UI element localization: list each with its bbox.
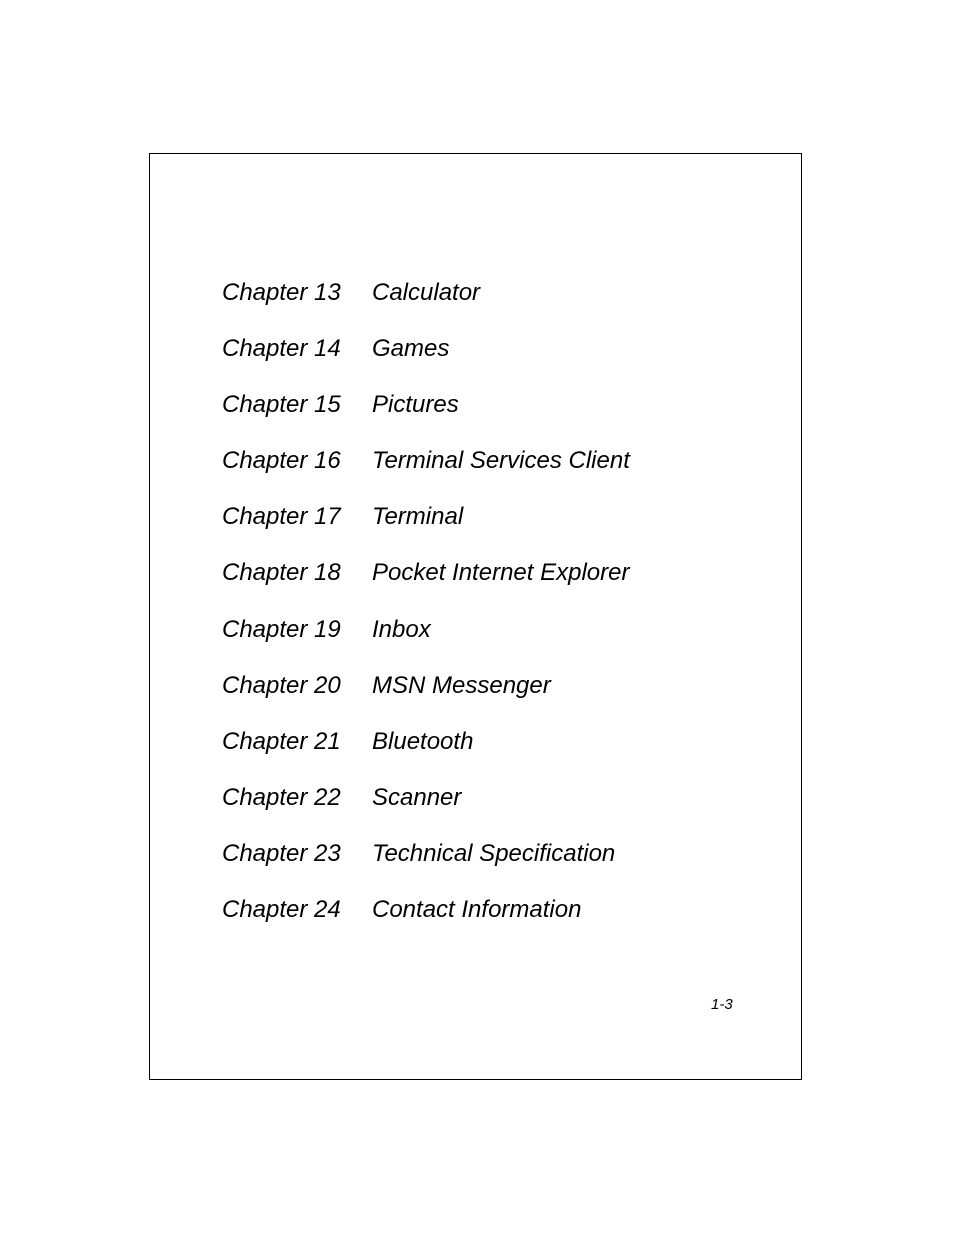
toc-chapter-title: Technical Specification — [372, 839, 616, 867]
page-number: 1-3 — [711, 996, 733, 1013]
toc-entry — [222, 669, 630, 725]
toc-chapter-label: Chapter 20 — [222, 671, 341, 699]
toc-entry — [222, 725, 630, 781]
toc-chapter-title: Games — [372, 335, 450, 363]
toc-chapter-title: Contact Information — [372, 896, 582, 924]
toc-chapter-label: Chapter 17 — [222, 503, 341, 531]
toc-chapter-title: Scanner — [372, 783, 462, 811]
toc-entry — [222, 781, 630, 837]
toc-chapter-title: Bluetooth — [372, 727, 474, 755]
toc-chapter-title: Pictures — [372, 391, 459, 419]
table-of-contents — [222, 276, 630, 949]
toc-entry — [222, 500, 630, 556]
toc-entry — [222, 332, 630, 388]
toc-chapter-label: Chapter 21 — [222, 727, 341, 755]
toc-chapter-label: Chapter 19 — [222, 615, 341, 643]
toc-chapter-title: Calculator — [372, 279, 481, 306]
toc-chapter-label: Chapter 18 — [222, 559, 341, 587]
toc-entry — [222, 276, 630, 332]
toc-chapter-title: Pocket Internet Explorer — [372, 559, 630, 587]
toc-entry — [222, 893, 630, 949]
toc-chapter-title: Terminal Services Client — [372, 447, 630, 475]
toc-entry — [222, 837, 630, 893]
toc-chapter-label: Chapter 16 — [222, 447, 341, 475]
toc-chapter-label: Chapter 22 — [222, 783, 341, 811]
toc-chapter-label: Chapter 14 — [222, 335, 341, 363]
toc-chapter-title: Terminal — [372, 503, 464, 531]
toc-entry — [222, 444, 630, 500]
toc-entry — [222, 388, 630, 444]
toc-entry — [222, 613, 630, 669]
toc-entry — [222, 556, 630, 612]
toc-chapter-label: Chapter 15 — [222, 391, 341, 419]
toc-chapter-label: Chapter 13 — [222, 279, 341, 306]
toc-chapter-title: Inbox — [372, 615, 431, 643]
toc-chapter-title: MSN Messenger — [372, 671, 551, 699]
toc-chapter-label: Chapter 23 — [222, 839, 341, 867]
toc-chapter-label: Chapter 24 — [222, 896, 341, 924]
